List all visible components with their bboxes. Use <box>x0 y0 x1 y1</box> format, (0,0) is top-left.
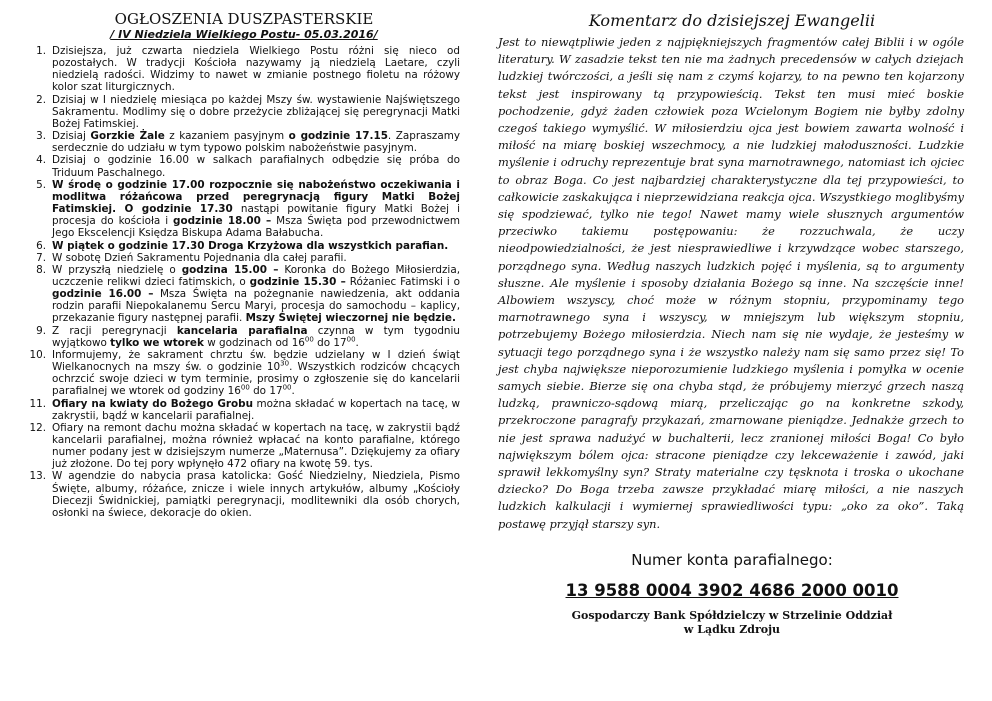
item-bold-text: godzinie 15.30 – <box>249 275 346 288</box>
item-text: z kazaniem pasyjnym <box>164 130 289 143</box>
item-number: 12. <box>29 421 46 434</box>
item-text: Dzisiaj w I niedzielę miesiąca po każdej Mszy św. wystawienie Najświętszego Sakramentu. Modlimy się o dobre przeżycie zbliżającej się peregrynacji Matki Bożej Fatimskiej. <box>52 93 460 130</box>
item-superscript: 00 <box>240 383 250 392</box>
announcement-item <box>28 154 460 178</box>
announcements-column <box>28 10 460 519</box>
account-label: Numer konta parafialnego: <box>631 550 833 569</box>
item-text: . <box>355 336 359 349</box>
item-text: można składać w kopertach na tacę, w zakrystii, bądź w kancelarii parafialnej. <box>52 397 460 422</box>
announcements-title: OGŁOSZENIA DUSZPASTERSKIE <box>114 10 374 28</box>
announcement-item <box>28 252 460 264</box>
item-bold-text: godzina 15.00 – <box>181 263 279 276</box>
announcement-item <box>28 398 460 422</box>
item-text: nastąpi powitanie figury Matki Bożej i procesja do kościoła i <box>52 203 460 228</box>
item-number: 7. <box>36 251 46 264</box>
item-number: 3. <box>36 130 46 143</box>
item-text: . Wszystkich rodziców chcących ochrzcić swoje dzieci w tym terminie, prosimy o zgłoszenie się do kancelarii parafialnej we wtorek od godziny 16 <box>52 361 460 398</box>
item-superscript: 00 <box>282 383 292 392</box>
item-number: 1. <box>36 45 46 57</box>
item-text: W sobotę Dzień Sakramentu Pojednania dla całej parafii. <box>52 251 347 264</box>
item-text: Informujemy, że sakrament chrztu św. będzie udzielany w I dzień świąt Wielkanocnych na mszy św. o godzinie 10 <box>52 348 460 374</box>
commentary-column <box>496 10 968 638</box>
item-text: W przyszłą niedzielę o <box>52 263 182 276</box>
announcement-item <box>28 240 460 252</box>
announcements-list <box>28 45 460 519</box>
item-superscript: 30 <box>280 359 290 368</box>
item-text: . Zapraszamy serdecznie do udziału w tym typowo polskim nabożeństwie pasyjnym. <box>52 130 460 155</box>
item-number: 9. <box>36 324 46 337</box>
announcement-item <box>28 130 460 154</box>
item-superscript: 00 <box>346 335 356 344</box>
bank-line-1: Gospodarczy Bank Spółdzielczy w Strzelinie Oddział <box>571 608 893 622</box>
item-bold-text: Gorzkie Żale <box>90 130 165 143</box>
item-bold-text: Mszy Świętej wieczornej nie będzie. <box>245 312 456 325</box>
item-number: 2. <box>36 93 46 106</box>
item-text: Msza Święta na pożegnanie nawiedzenia, akt oddania rodzin parafii Niepokalanemu Sercu Maryi, procesja do samochodu – kaplicy, przekazanie figury następnej parafii. <box>52 288 460 325</box>
bank-name <box>496 609 968 638</box>
announcement-item <box>28 45 460 94</box>
item-number: 13. <box>29 470 46 483</box>
item-text: Ofiary na remont dachu można składać w kopertach na tacę, w zakrystii bądź kancelarii parafialnej, można również wpłacać na konto parafialne, którego numer podany jest w dzisiejszym numerze „Maternusa”. Dziękujemy za ofiary już złożone. Do tej pory wpłynęło 472 ofiary na kwotę 59. tys. <box>52 421 460 471</box>
account-number: 13 9588 0004 3902 4686 2000 0010 <box>565 580 899 600</box>
announcement-item <box>28 422 460 471</box>
commentary-body: Jest to niewątpliwie jeden z najpiękniejszych fragmentów całej Biblii i w ogóle literatury. W zasadzie tekst ten nie ma żadnych precedensów w całych dziejach ludzkiej twórczości, a jeśli się nam z czymś kojarzy, to na pewno ten kojarzony tekst jest inspirowany tą przypowieścią. Tekst ten musi mieć boskie pochodzenie, gdyż żaden człowiek poza Wcielonym Bogiem nie byłby zdolny czegoś takiego wymyślić. W miłosierdziu ojca jest bowiem zawarta wolność i miłość na miarę boskiej wszechmocy, a nie ludzkiej małoduszności. Ludzkie myślenie i odruchy reprezentuje brat syna marnotrawnego, natomiast ich ojciec to obraz Boga. Co jest najbardziej charakterystyczne dla tej przypowieści, to całkowicie zaskakująca i nieprzewidziana reakcja ojca. Wszystkiego moglibyśmy się spodziewać, tylko nie tego! Nawet mamy wiele słusznych argumentów przeciwko takiemu postępowaniu: że rozzuchwala, że uczy nieodpowiedzialności, że jest niesprawiedliwe i krzywdzące wobec starszego, porządnego syna. Według naszych ludzkich pojęć i myślenia, są to argumenty słuszne. Ale myślenie i sposoby działania Bożego są inne. Na szczęście inne! Albowiem wszyscy, choć może w różnym stopniu, przypominamy tego marnotrawnego syna i wszyscy, w mniejszym lub większym stopniu, potrzebujemy Bożego miłosierdzia. Niech nam się nie wydaje, że jesteśmy w sytuacji tego porządnego syna i że wszystko należy nam się samo przez się! To jest chyba największe nieporozumienie ludzkiego myślenia i pomyłka w ocenie samych siebie. Bierze się ona chyba stąd, że próbujemy mierzyć grzech naszą ludzką, prawniczo-sądową miarą, przeliczając go na konkretne szkody, przekroczone paragrafy przykazań, zmarnowane pieniądze. Jednakże grzech to nie jest sprawa nadużyć w buchalterii, lecz zranionej miłości Boga! Co było największym bólem ojca: stracone pieniądze czy lekceważenie i zawód, jaki sprawił lekkomyślny syn? Straty materialne czy tęsknota i troska o ukochane dziecko? Do Boga trzeba zawsze przykładać miarę miłości, a nie naszych ludzkich kalkulacji i wymiernej sprawiedliwości typu: „oko za oko”. Taką postawę przyjął starszy syn. <box>498 35 964 531</box>
item-text: Dzisiaj o godzinie 16.00 w salkach parafialnych odbędzie się próba do Triduum Paschalnego. <box>52 154 460 179</box>
item-number: 10. <box>29 348 46 361</box>
item-text: do 17 <box>313 336 347 349</box>
item-text: W agendzie do nabycia prasa katolicka: Gość Niedzielny, Niedziela, Pismo Święte, albumy, różańce, znicze i wiele innych artykułów, albumy „Kościoły Diecezji Świdnickiej, pamiątki peregrynacji, modlitewniki dla osób chorych, osłonki na świece, dekoracje do okien. <box>52 470 460 519</box>
announcement-item <box>28 470 460 519</box>
item-superscript: 00 <box>304 335 314 344</box>
item-bold-text: tylko we wtorek <box>110 336 204 349</box>
item-bold-text: godzinie 16.00 – <box>52 288 154 301</box>
item-text: Dzisiaj <box>52 130 91 143</box>
item-number: 4. <box>36 154 46 167</box>
item-text: Dzisiejsza, już czwarta niedziela Wielkiego Postu różni się nieco od pozostałych. W tradycji Kościoła nazywamy ją niedzielą Laetare, czyli niedzielą radości. Widzimy to nawet w zmianie postnego fioletu na różowy kolor szat liturgicznych. <box>52 45 460 94</box>
item-text: Msza Święta pod przewodnictwem Jego Ekscelencji Księdza Biskupa Adama Bałabucha. <box>52 215 460 240</box>
item-bold-text: W piątek o godzinie 17.30 Droga Krzyżowa dla wszystkich parafian. <box>52 239 449 252</box>
item-bold-text: godzinie 18.00 – <box>173 215 272 228</box>
bank-line-2: w Lądku Zdroju <box>683 623 781 637</box>
item-bold-text: o godzinie 17.15 <box>288 130 388 143</box>
announcements-subtitle: / IV Niedziela Wielkiego Postu- 05.03.2016/ <box>110 28 378 41</box>
announcement-item <box>28 349 460 398</box>
item-bold-text: kancelaria parafialna <box>176 324 308 337</box>
item-bold-text: W środę o godzinie 17.00 rozpocznie się nabożeństwo oczekiwania i modlitwa różańcowa przed peregrynacją figury Matki Bożej Fatimskiej. O godzinie 17.30 <box>52 178 460 216</box>
item-number: 6. <box>36 239 46 252</box>
item-text: Koronka do Bożego Miłosierdzia, uczczenie relikwi dzieci fatimskich, o <box>52 263 460 288</box>
item-number: 8. <box>36 263 46 276</box>
item-text: czynna w tym tygodniu wyjątkowo <box>52 324 460 349</box>
announcement-item <box>28 94 460 130</box>
announcement-item <box>28 325 460 349</box>
item-bold-text: Ofiary na kwiaty do Bożego Grobu <box>52 397 253 410</box>
announcement-item <box>28 264 460 325</box>
item-text: . <box>291 385 295 398</box>
item-number: 11. <box>29 397 46 410</box>
announcement-item <box>28 179 460 240</box>
item-text: do 17 <box>249 385 283 398</box>
item-text: Z racji peregrynacji <box>52 324 177 337</box>
item-text: Różaniec Fatimski i o <box>345 275 460 288</box>
item-number: 5. <box>36 178 46 191</box>
item-text: w godzinach od 16 <box>203 336 305 349</box>
commentary-title: Komentarz do dzisiejszej Ewangelii <box>588 11 876 30</box>
